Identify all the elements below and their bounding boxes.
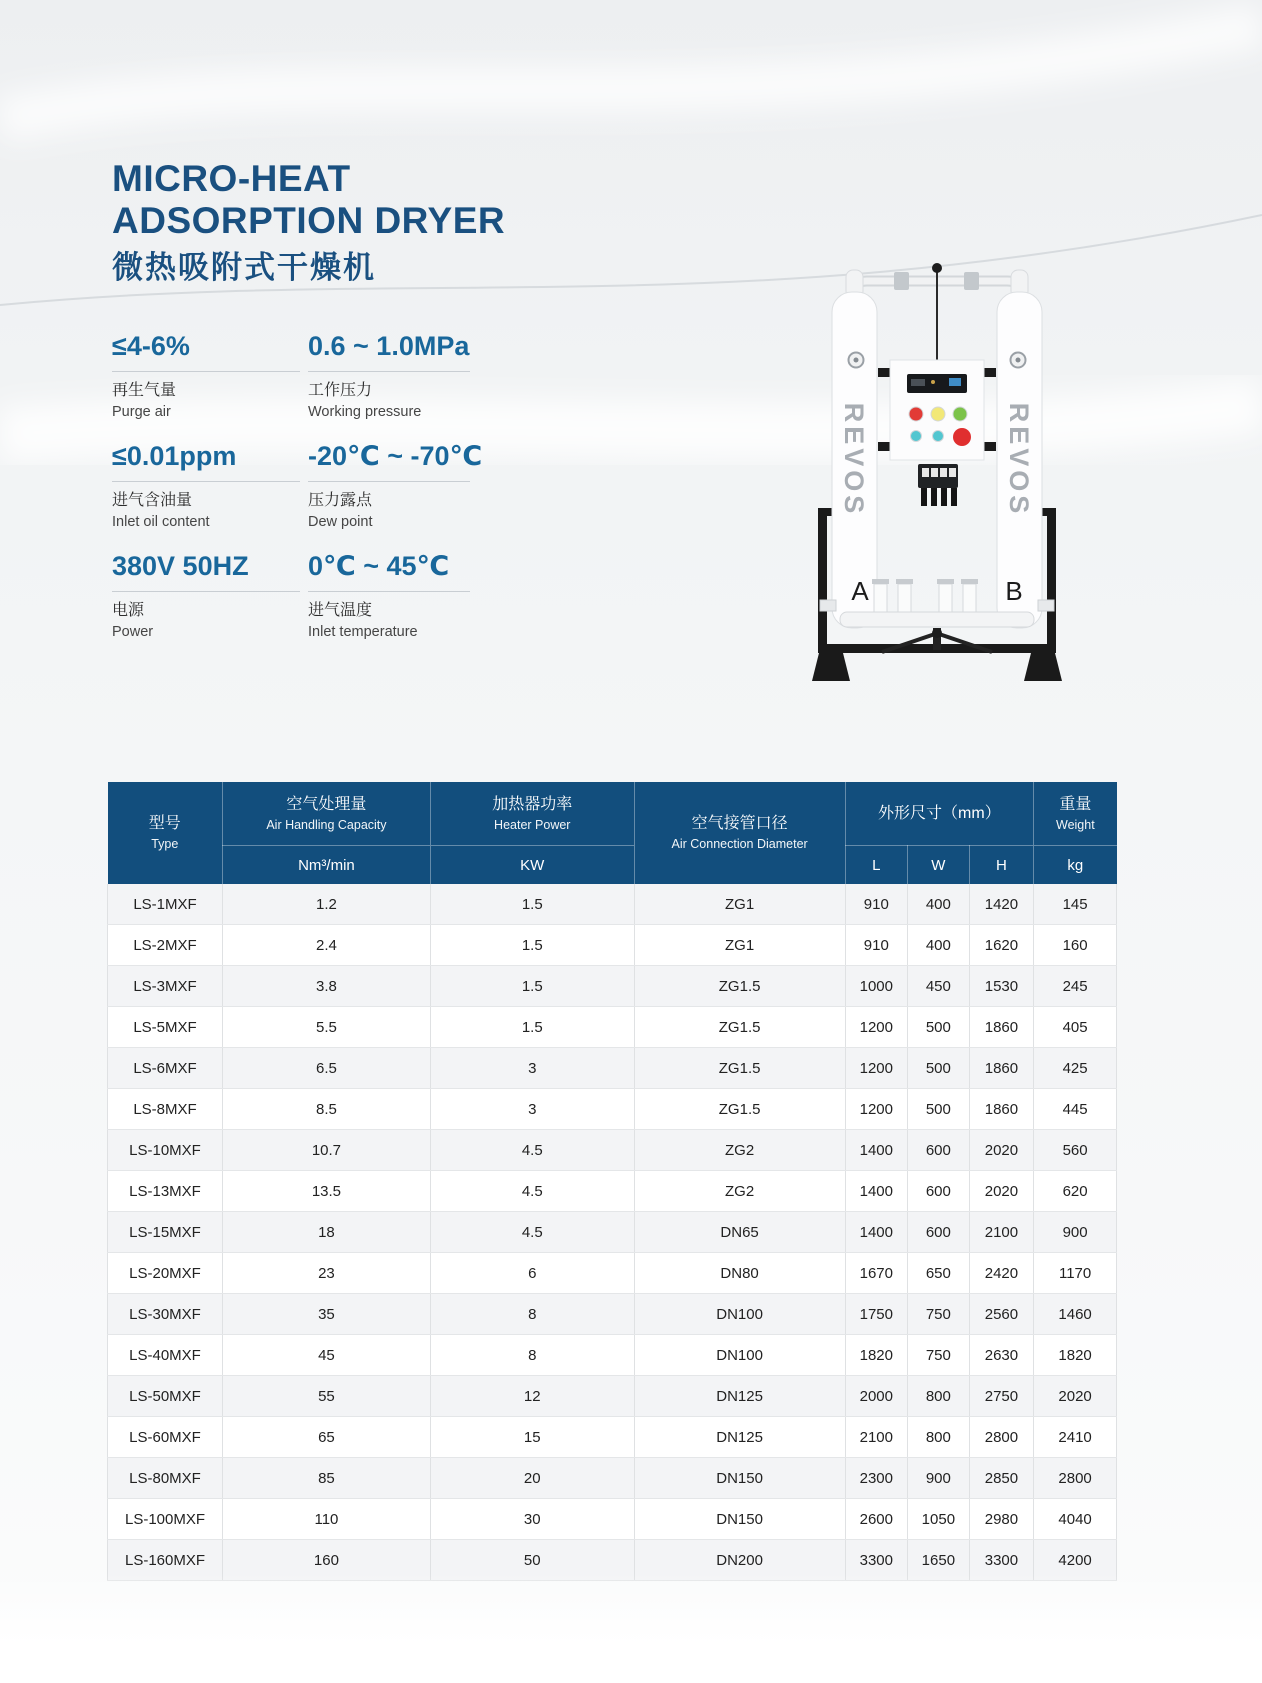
- model-cell: LS-3MXF: [108, 966, 223, 1007]
- tower-a: [832, 270, 877, 628]
- spec-item-inlet-oil-content: [112, 440, 308, 550]
- cable-connector: [918, 464, 958, 506]
- cyan-knob: [911, 431, 922, 442]
- spec-item-dew-point: [308, 440, 508, 550]
- spec-cell: 1000: [845, 966, 908, 1007]
- tower-b-label: B: [1005, 576, 1023, 606]
- spec-item-purge-air: [112, 330, 308, 440]
- spec-value: 0.6 ~ 1.0MPa: [308, 331, 470, 361]
- spec-cell: 600: [908, 1130, 970, 1171]
- spec-cell: 4040: [1034, 1499, 1117, 1540]
- spec-cell: 1.5: [430, 966, 634, 1007]
- brand-text-a: REVOS: [839, 402, 869, 518]
- spec-cell: 1.5: [430, 925, 634, 966]
- spec-label-cn: 进气含油量: [112, 492, 193, 509]
- spec-table: [107, 782, 1117, 1581]
- header-label-en: Type: [151, 837, 179, 851]
- table-row: [108, 1048, 1117, 1089]
- spec-cell: 160: [1034, 925, 1117, 966]
- pipe-flange: [964, 272, 979, 290]
- spec-table-body: [108, 884, 1117, 1581]
- spec-cell: 50: [430, 1540, 634, 1581]
- spec-cell: 910: [845, 884, 908, 925]
- divider: [112, 371, 300, 372]
- red-button: [909, 407, 923, 421]
- spec-cell: 3300: [845, 1540, 908, 1581]
- title-block: [112, 158, 505, 288]
- spec-cell: DN125: [634, 1376, 845, 1417]
- model-cell: LS-160MXF: [108, 1540, 223, 1581]
- spec-cell: 35: [223, 1294, 431, 1335]
- spec-value: ≤0.01ppm: [112, 441, 237, 471]
- header-label-en: Air Connection Diameter: [671, 837, 808, 851]
- spec-cell: 1.5: [430, 1007, 634, 1048]
- drain-valve-icon: [932, 628, 942, 638]
- col-header-connection: [634, 782, 845, 884]
- spec-cell: 3300: [969, 1540, 1034, 1581]
- model-cell: LS-60MXF: [108, 1417, 223, 1458]
- spec-cell: 1820: [845, 1335, 908, 1376]
- emergency-button: [953, 428, 971, 446]
- spec-label-en: Purge air: [112, 404, 171, 420]
- spec-cell: 425: [1034, 1048, 1117, 1089]
- model-cell: LS-20MXF: [108, 1253, 223, 1294]
- spec-cell: 2100: [969, 1212, 1034, 1253]
- spec-value: 380V 50HZ: [112, 551, 249, 581]
- spec-cell: 2750: [969, 1376, 1034, 1417]
- spec-cell: 2630: [969, 1335, 1034, 1376]
- spec-cell: 6.5: [223, 1048, 431, 1089]
- control-panel: [878, 360, 996, 460]
- spec-cell: 4.5: [430, 1171, 634, 1212]
- table-row: [108, 1130, 1117, 1171]
- tower-b: [997, 270, 1042, 628]
- spec-cell: 12: [430, 1376, 634, 1417]
- col-subheader-capacity-unit: Nm³/min: [223, 846, 431, 885]
- spec-cell: 2800: [969, 1417, 1034, 1458]
- table-row: [108, 1089, 1117, 1130]
- table-row: [108, 1417, 1117, 1458]
- spec-cell: 8: [430, 1294, 634, 1335]
- spec-cell: 13.5: [223, 1171, 431, 1212]
- spec-cell: 2.4: [223, 925, 431, 966]
- spec-cell: 110: [223, 1499, 431, 1540]
- col-header-heater: [430, 782, 634, 846]
- header-label-en: Heater Power: [494, 817, 571, 832]
- spec-cell: ZG1: [634, 884, 845, 925]
- spec-label-en: Inlet temperature: [308, 624, 418, 640]
- page-title-cn: 微热吸附式干燥机: [112, 250, 376, 285]
- divider: [112, 591, 300, 592]
- spec-cell: 1050: [908, 1499, 970, 1540]
- spec-highlights: [112, 330, 508, 660]
- yellow-button: [931, 407, 945, 421]
- header-label-cn: 型号: [148, 815, 181, 832]
- spec-cell: 3: [430, 1089, 634, 1130]
- table-row: [108, 1212, 1117, 1253]
- spec-cell: ZG1.5: [634, 1089, 845, 1130]
- spec-label-cn: 压力露点: [308, 492, 373, 509]
- model-cell: LS-6MXF: [108, 1048, 223, 1089]
- model-cell: LS-15MXF: [108, 1212, 223, 1253]
- spec-cell: 145: [1034, 884, 1117, 925]
- spec-cell: 2420: [969, 1253, 1034, 1294]
- model-cell: LS-80MXF: [108, 1458, 223, 1499]
- spec-cell: 1860: [969, 1048, 1034, 1089]
- model-cell: LS-1MXF: [108, 884, 223, 925]
- cyan-knob: [933, 431, 944, 442]
- spec-cell: 900: [908, 1458, 970, 1499]
- spec-cell: 750: [908, 1335, 970, 1376]
- spec-cell: ZG1.5: [634, 1048, 845, 1089]
- spec-cell: DN100: [634, 1335, 845, 1376]
- spec-cell: 1.5: [430, 884, 634, 925]
- spec-item-working-pressure: [308, 330, 508, 440]
- col-subheader-heater-unit: KW: [430, 846, 634, 885]
- spec-cell: 160: [223, 1540, 431, 1581]
- table-row: [108, 1253, 1117, 1294]
- green-button: [953, 407, 967, 421]
- spec-cell: 620: [1034, 1171, 1117, 1212]
- model-cell: LS-100MXF: [108, 1499, 223, 1540]
- spec-cell: 1.2: [223, 884, 431, 925]
- spec-cell: 600: [908, 1212, 970, 1253]
- spec-cell: 500: [908, 1007, 970, 1048]
- spec-cell: 245: [1034, 966, 1117, 1007]
- col-subheader-length: L: [845, 846, 908, 885]
- spec-cell: ZG1.5: [634, 1007, 845, 1048]
- header-label-en: Weight: [1056, 817, 1095, 832]
- machine-piping: [854, 263, 1020, 366]
- spec-cell: 650: [908, 1253, 970, 1294]
- spec-cell: 900: [1034, 1212, 1117, 1253]
- spec-cell: DN200: [634, 1540, 845, 1581]
- spec-cell: 2560: [969, 1294, 1034, 1335]
- col-header-type: [108, 782, 223, 884]
- table-row: [108, 1171, 1117, 1212]
- spec-cell: 1460: [1034, 1294, 1117, 1335]
- spec-cell: ZG1.5: [634, 966, 845, 1007]
- spec-cell: 30: [430, 1499, 634, 1540]
- spec-cell: 1420: [969, 884, 1034, 925]
- spec-cell: 8: [430, 1335, 634, 1376]
- table-row: [108, 1007, 1117, 1048]
- spec-cell: 1620: [969, 925, 1034, 966]
- col-subheader-weight-unit: kg: [1034, 846, 1117, 885]
- spec-cell: 400: [908, 884, 970, 925]
- sensor-valve-icon: [932, 263, 942, 273]
- spec-cell: 450: [908, 966, 970, 1007]
- col-header-dimensions: [845, 782, 1034, 846]
- spec-cell: 20: [430, 1458, 634, 1499]
- spec-cell: 4.5: [430, 1212, 634, 1253]
- spec-label-cn: 进气温度: [308, 602, 373, 619]
- header-label-en: Air Handling Capacity: [266, 817, 387, 832]
- spec-cell: 55: [223, 1376, 431, 1417]
- model-cell: LS-40MXF: [108, 1335, 223, 1376]
- spec-cell: DN100: [634, 1294, 845, 1335]
- spec-label-en: Inlet oil content: [112, 514, 210, 530]
- spec-cell: 2800: [1034, 1458, 1117, 1499]
- spec-cell: 1170: [1034, 1253, 1117, 1294]
- spec-cell: 1400: [845, 1212, 908, 1253]
- spec-label-en: Dew point: [308, 514, 373, 530]
- spec-cell: 910: [845, 925, 908, 966]
- table-row: [108, 925, 1117, 966]
- spec-cell: ZG1: [634, 925, 845, 966]
- spec-cell: 85: [223, 1458, 431, 1499]
- table-row: [108, 1335, 1117, 1376]
- col-header-weight: [1034, 782, 1117, 846]
- spec-cell: 600: [908, 1171, 970, 1212]
- spec-cell: 3: [430, 1048, 634, 1089]
- spec-cell: 15: [430, 1417, 634, 1458]
- spec-cell: 1200: [845, 1048, 908, 1089]
- spec-cell: DN80: [634, 1253, 845, 1294]
- spec-cell: 2410: [1034, 1417, 1117, 1458]
- col-subheader-height: H: [969, 846, 1034, 885]
- spec-item-inlet-temperature: [308, 550, 508, 660]
- header-label-cn: 空气接管口径: [691, 815, 788, 832]
- spec-cell: 1860: [969, 1007, 1034, 1048]
- spec-cell: DN150: [634, 1499, 845, 1540]
- spec-cell: 1860: [969, 1089, 1034, 1130]
- spec-cell: 2850: [969, 1458, 1034, 1499]
- col-header-capacity: [223, 782, 431, 846]
- divider: [308, 591, 470, 592]
- model-cell: LS-50MXF: [108, 1376, 223, 1417]
- spec-cell: 1200: [845, 1089, 908, 1130]
- spec-cell: 1670: [845, 1253, 908, 1294]
- spec-cell: 750: [908, 1294, 970, 1335]
- spec-cell: 1400: [845, 1130, 908, 1171]
- spec-table-wrap: [107, 782, 1117, 1581]
- model-cell: LS-13MXF: [108, 1171, 223, 1212]
- spec-cell: 800: [908, 1376, 970, 1417]
- spec-cell: 2020: [969, 1130, 1034, 1171]
- spec-cell: ZG2: [634, 1130, 845, 1171]
- spec-cell: 3.8: [223, 966, 431, 1007]
- spec-cell: 18: [223, 1212, 431, 1253]
- table-row: [108, 1499, 1117, 1540]
- spec-label-en: Working pressure: [308, 404, 422, 420]
- footer-fade: [0, 1573, 1262, 1683]
- spec-cell: 2000: [845, 1376, 908, 1417]
- divider: [308, 371, 470, 372]
- spec-label-cn: 电源: [112, 602, 145, 619]
- spec-cell: ZG2: [634, 1171, 845, 1212]
- model-cell: LS-2MXF: [108, 925, 223, 966]
- model-cell: LS-8MXF: [108, 1089, 223, 1130]
- header-label-cn: 重量: [1059, 795, 1092, 813]
- divider: [112, 481, 300, 482]
- spec-cell: 1820: [1034, 1335, 1117, 1376]
- divider: [308, 481, 470, 482]
- table-row: [108, 884, 1117, 925]
- spec-cell: 560: [1034, 1130, 1117, 1171]
- page-title-line1: MICRO-HEAT: [112, 158, 351, 199]
- spec-cell: 1400: [845, 1171, 908, 1212]
- spec-label-en: Power: [112, 624, 154, 640]
- brand-text-b: REVOS: [1004, 402, 1034, 518]
- model-cell: LS-10MXF: [108, 1130, 223, 1171]
- spec-label-cn: 再生气量: [112, 382, 177, 399]
- spec-cell: 2020: [1034, 1376, 1117, 1417]
- header-label-cn: 加热器功率: [492, 795, 573, 813]
- spec-value: -20℃ ~ -70℃: [308, 441, 483, 471]
- spec-cell: 500: [908, 1048, 970, 1089]
- spec-cell: 10.7: [223, 1130, 431, 1171]
- spec-cell: 2600: [845, 1499, 908, 1540]
- spec-cell: 445: [1034, 1089, 1117, 1130]
- table-row: [108, 1294, 1117, 1335]
- spec-value: ≤4-6%: [112, 331, 190, 361]
- spec-item-power: [112, 550, 308, 660]
- spec-value: 0℃ ~ 45℃: [308, 551, 450, 581]
- spec-label-cn: 工作压力: [308, 382, 373, 399]
- spec-cell: 2300: [845, 1458, 908, 1499]
- table-row: [108, 966, 1117, 1007]
- spec-cell: 2980: [969, 1499, 1034, 1540]
- header-label-cn: 空气处理量: [286, 795, 367, 813]
- col-subheader-width: W: [908, 846, 970, 885]
- header-label-cn: 外形尺寸（mm）: [878, 804, 1001, 822]
- model-cell: LS-5MXF: [108, 1007, 223, 1048]
- machine-illustration: [812, 248, 1062, 683]
- page-title-line2: ADSORPTION DRYER: [112, 200, 506, 241]
- spec-cell: 400: [908, 925, 970, 966]
- spec-cell: 6: [430, 1253, 634, 1294]
- pipe-flange: [894, 272, 909, 290]
- spec-cell: 8.5: [223, 1089, 431, 1130]
- spec-cell: DN125: [634, 1417, 845, 1458]
- model-cell: LS-30MXF: [108, 1294, 223, 1335]
- spec-cell: 2100: [845, 1417, 908, 1458]
- spec-cell: 5.5: [223, 1007, 431, 1048]
- spec-cell: DN65: [634, 1212, 845, 1253]
- spec-cell: 405: [1034, 1007, 1117, 1048]
- spec-cell: 1650: [908, 1540, 970, 1581]
- spec-cell: 500: [908, 1089, 970, 1130]
- spec-cell: 65: [223, 1417, 431, 1458]
- spec-cell: 1750: [845, 1294, 908, 1335]
- table-row: [108, 1458, 1117, 1499]
- table-row: [108, 1376, 1117, 1417]
- spec-cell: 4.5: [430, 1130, 634, 1171]
- spec-cell: 1530: [969, 966, 1034, 1007]
- spec-cell: 4200: [1034, 1540, 1117, 1581]
- spec-cell: 1200: [845, 1007, 908, 1048]
- spec-cell: 45: [223, 1335, 431, 1376]
- tower-a-label: A: [851, 576, 869, 606]
- spec-cell: 800: [908, 1417, 970, 1458]
- spec-cell: 23: [223, 1253, 431, 1294]
- spec-cell: 2020: [969, 1171, 1034, 1212]
- spec-cell: DN150: [634, 1458, 845, 1499]
